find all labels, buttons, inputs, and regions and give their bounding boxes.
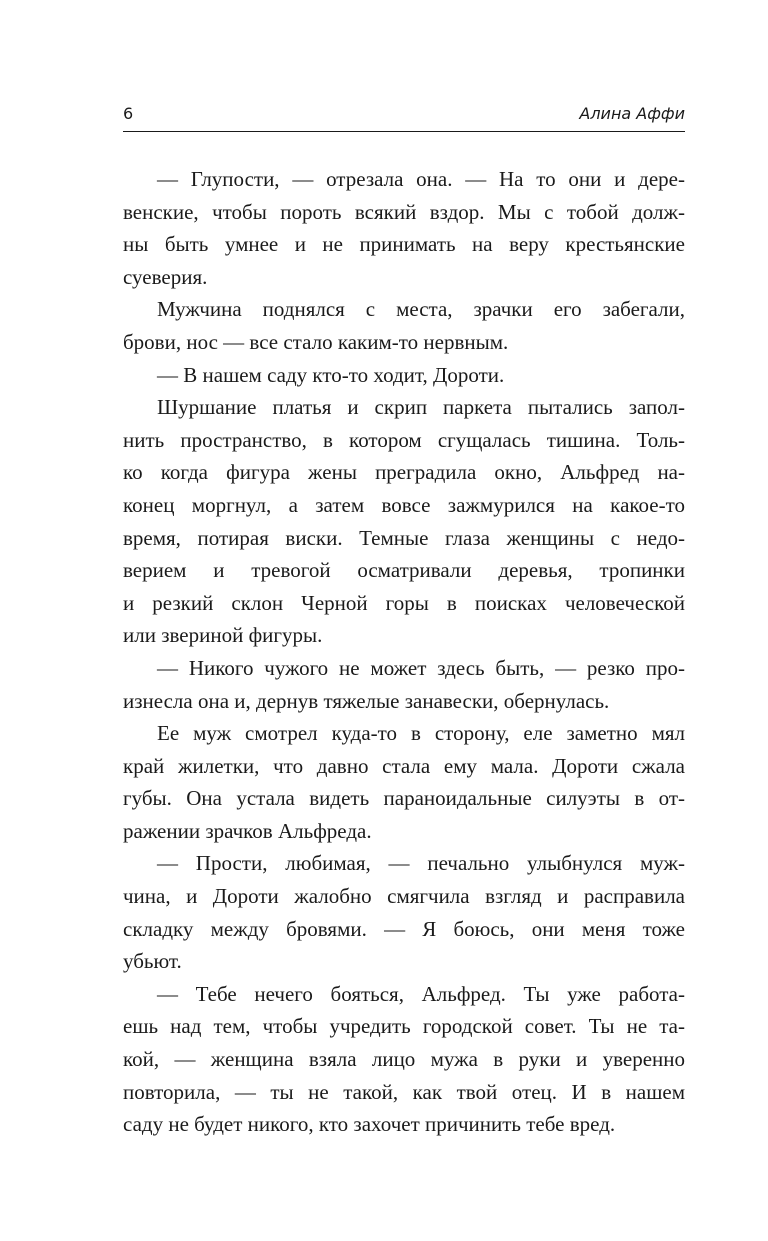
text-line: убьют. — [123, 949, 182, 974]
text-line: конец моргнул, а затем вовсе зажмурился на какое-то — [123, 492, 685, 517]
text-line: нить пространство, в котором сгущалась тишина. Толь- — [123, 427, 685, 452]
text-line: Шуршание платья и скрип паркета пытались запол- — [157, 395, 685, 420]
text-line: и резкий склон Черной горы в поисках человеческой — [123, 590, 685, 615]
paragraph — [123, 978, 685, 1141]
header-rule — [123, 131, 685, 132]
text-line: — Глупости, — отрезала она. — На то они и дере- — [157, 167, 685, 191]
text-line: ражении зрачков Альфреда. — [123, 818, 372, 843]
text-line: ко когда фигура жены преградила окно, Альфред на- — [123, 460, 685, 485]
body-text — [123, 163, 685, 1141]
text-line: губы. Она устала видеть параноидальные силуэты в от- — [123, 786, 685, 811]
paragraph — [123, 717, 685, 847]
text-line: суеверия. — [123, 264, 208, 289]
text-line: Мужчина поднялся с места, зрачки его забегали, — [157, 297, 685, 322]
page-number: 6 — [123, 104, 134, 123]
text-line: ны быть умнее и не принимать на веру крестьянские — [123, 232, 685, 257]
text-line: или звериной фигуры. — [123, 623, 323, 648]
text-line: — Тебе нечего бояться, Альфред. Ты уже работа- — [157, 981, 685, 1006]
text-line: изнесла она и, дернув тяжелые занавески, обернулась. — [123, 688, 610, 713]
paragraph — [123, 847, 685, 977]
text-line: Ее муж смотрел куда-то в сторону, еле заметно мял — [157, 721, 685, 746]
text-line: повторила, — ты не такой, как твой отец. И в нашем — [123, 1079, 685, 1104]
paragraph — [123, 391, 685, 652]
paragraph — [123, 163, 685, 293]
text-line: верием и тревогой осматривали деревья, тропинки — [123, 558, 685, 583]
text-line: время, потирая виски. Темные глаза женщины с недо- — [123, 525, 685, 550]
text-line: край жилетки, что давно стала ему мала. Дороти сжала — [123, 753, 685, 778]
running-title-author: Алина Аффи — [579, 104, 685, 123]
text-line: венские, чтобы пороть всякий вздор. Мы с тобой долж- — [123, 199, 685, 224]
paragraph — [123, 359, 685, 392]
text-line: саду не будет никого, кто захочет причинить тебе вред. — [123, 1112, 616, 1137]
text-line: ешь над тем, чтобы учредить городской совет. Ты не та- — [123, 1014, 685, 1039]
text-line: — В нашем саду кто-то ходит, Дороти. — [157, 362, 505, 387]
page-header — [123, 100, 685, 130]
text-line: чина, и Дороти жалобно смягчила взгляд и расправила — [123, 884, 685, 909]
text-line: складку между бровями. — Я боюсь, они меня тоже — [123, 916, 685, 941]
text-line: — Никого чужого не может здесь быть, — резко про- — [157, 655, 685, 680]
text-line: брови, нос — все стало каким-то нервным. — [123, 329, 509, 354]
paragraph — [123, 652, 685, 717]
text-line: кой, — женщина взяла лицо мужа в руки и уверенно — [123, 1047, 685, 1072]
text-line: — Прости, любимая, — печально улыбнулся муж- — [157, 851, 685, 876]
paragraph — [123, 293, 685, 358]
